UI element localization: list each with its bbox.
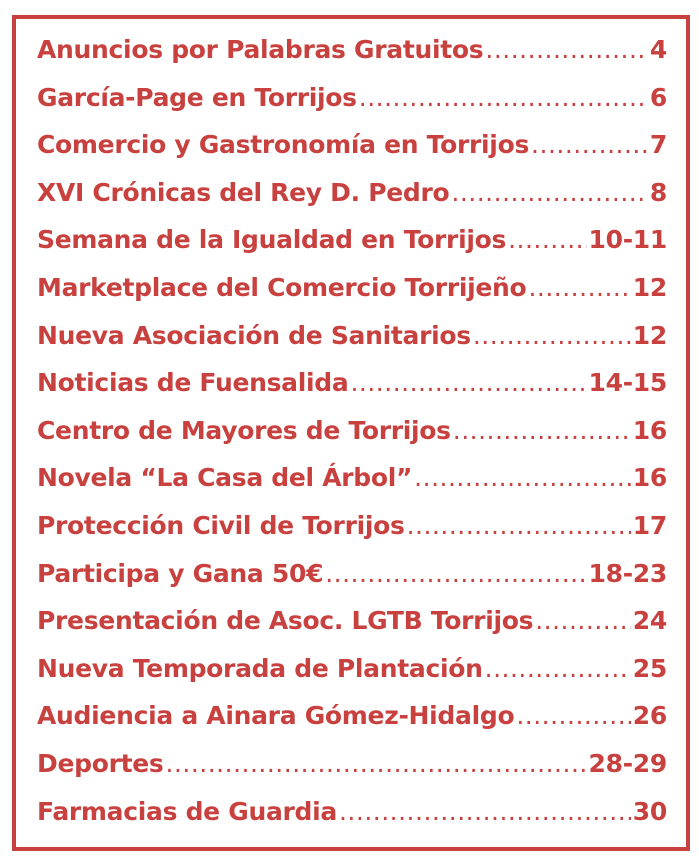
- toc-entry-page: 28-29: [588, 748, 667, 778]
- toc-entry-title: Presentación de Asoc. LGTB Torrijos: [37, 606, 534, 636]
- toc-entry-title: Audiencia a Ainara Gómez-Hidalgo: [37, 701, 515, 731]
- toc-dot-leader: [485, 654, 631, 683]
- toc-dot-leader: [531, 130, 648, 159]
- toc-entry-title: Marketplace del Comercio Torrijeño: [37, 272, 527, 302]
- toc-entry-page: 18-23: [588, 558, 667, 588]
- toc-entry-page: 6: [649, 82, 667, 112]
- toc-dot-leader: [453, 416, 631, 445]
- toc-entry-page: 25: [632, 653, 667, 683]
- toc-entry-page: 12: [632, 320, 667, 350]
- toc-entry-title: Anuncios por Palabras Gratuitos: [37, 35, 484, 64]
- toc-entry-title: García-Page en Torrijos: [37, 82, 357, 112]
- toc-entry-page: 17: [632, 510, 667, 540]
- toc-entry: [37, 749, 667, 797]
- toc-entry: [37, 559, 667, 607]
- toc-entry-page: 7: [649, 130, 667, 160]
- toc-entry-title: Centro de Mayores de Torrijos: [37, 415, 451, 445]
- toc-entry-title: Nueva Asociación de Sanitarios: [37, 320, 471, 350]
- toc-dot-leader: [528, 273, 630, 302]
- toc-dot-leader: [508, 225, 586, 254]
- toc-entry-page: 30: [632, 796, 667, 826]
- toc-entry: [37, 83, 667, 131]
- toc-entry: [37, 654, 667, 702]
- toc-dot-leader: [166, 749, 587, 778]
- toc-entry: [37, 35, 667, 83]
- toc-entry-page: 26: [632, 701, 667, 731]
- toc-entry-title: Participa y Gana 50€: [37, 558, 324, 588]
- toc-dot-leader: [414, 463, 631, 492]
- toc-entry-page: 16: [632, 463, 667, 493]
- toc-entry: [37, 701, 667, 749]
- toc-entry-title: Comercio y Gastronomía en Torrijos: [37, 130, 530, 160]
- toc-entry-page: 14-15: [588, 368, 667, 398]
- table-of-contents: [37, 35, 667, 844]
- toc-dot-leader: [451, 178, 648, 207]
- toc-entry-page: 8: [649, 177, 667, 207]
- toc-entry: [37, 321, 667, 369]
- toc-entry: [37, 606, 667, 654]
- toc-entry-title: XVI Crónicas del Rey D. Pedro: [37, 177, 450, 207]
- toc-entry: [37, 511, 667, 559]
- toc-entry-title: Protección Civil de Torrijos: [37, 510, 405, 540]
- toc-dot-leader: [339, 797, 631, 826]
- toc-dot-leader: [407, 511, 631, 540]
- toc-dot-leader: [516, 701, 630, 730]
- toc-entry: [37, 273, 667, 321]
- toc-entry: [37, 797, 667, 845]
- toc-dot-leader: [535, 606, 631, 635]
- toc-entry-page: 16: [632, 415, 667, 445]
- toc-dot-leader: [485, 35, 648, 64]
- toc-entry-title: Farmacias de Guardia: [37, 796, 337, 826]
- toc-dot-leader: [359, 83, 648, 112]
- toc-entry-title: Nueva Temporada de Plantación: [37, 653, 483, 683]
- toc-entry-title: Deportes: [37, 748, 164, 778]
- toc-dot-leader: [350, 368, 586, 397]
- toc-dot-leader: [473, 321, 631, 350]
- toc-entry-title: Noticias de Fuensalida: [37, 368, 349, 398]
- toc-entry: [37, 178, 667, 226]
- toc-entry-page: 24: [632, 606, 667, 636]
- toc-entry: [37, 225, 667, 273]
- toc-entry-title: Novela “La Casa del Árbol”: [37, 463, 413, 493]
- toc-entry: [37, 130, 667, 178]
- toc-entry-title: Semana de la Igualdad en Torrijos: [37, 225, 507, 255]
- toc-dot-leader: [325, 559, 586, 588]
- toc-entry-page: 10-11: [588, 225, 667, 255]
- toc-entry-page: 4: [649, 35, 667, 64]
- toc-entry: [37, 368, 667, 416]
- toc-entry-page: 12: [632, 272, 667, 302]
- toc-entry: [37, 463, 667, 511]
- toc-entry: [37, 416, 667, 464]
